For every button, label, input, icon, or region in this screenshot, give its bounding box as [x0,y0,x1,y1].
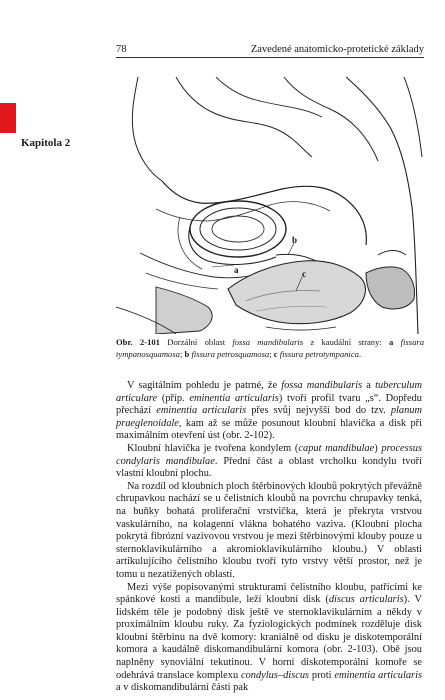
running-header [116,44,424,58]
figure-label-b: b [292,235,298,245]
anatomical-drawing [116,77,424,334]
body-text [116,380,422,695]
paragraph-4: Mezi výše popisovanými strukturami čelistního kloubu, patřícími ke spánkové kosti a mandibule, leží kloubní disk (discus articularis). V lidském těle je podobný disk ještě ve sternoklavikulárním a někdy v proximálním kloubu ruky. Za fyziologických podmínek rozděluje disk kloubní štěrbinu na dvě komory: kraniálně od disku je diskotemporální komora a kaudálně diskomandibulární komora (obr. 2-103). Obě jsou naplněny synoviální tekutinou. V horní diskotemporální komoře se odehrává translace komplexu condylus–discus proti eminentia articularis a v diskomandibulární části pak [116,581,422,694]
figure-label-c: c [302,269,306,279]
page-number: 78 [116,44,127,55]
chapter-marker-bar [0,103,16,133]
figure-label-a: a [234,265,239,275]
paragraph-3: Na rozdíl od kloubních ploch štěrbinových kloubů pokrytých převážně chrupavkou nachází se u čelistních kloubů na povrchu chrupavky tenká, na buňky bohatá proliferační vrstvička, která je překryta vrstvou vaskulárního, na kolagenní vlákna bohatého vaziva. (Kloubní plocha pokrytá fibrózní vazivovou vrstvou je mezi štěrbinovými klouby pouze u sternoklavikulárního a akromioklavikulárního kloubu.) V oblasti artikulujícího čelistního kloubu tvoří tyto vrstvy větší prostor, než je tomu u nezatížených oblastí. [116,480,422,580]
paragraph-2: Kloubní hlavička je tvořena kondylem (caput mandibulae) processus condylaris mandibulae. Přední část a oblast vrcholku kondylu tvoří vlastní kloubní plochu. [116,442,422,480]
figure-illustration [116,77,424,334]
paragraph-1: V sagitálním pohledu je patrné, že fossa mandibularis a tuberculum articulare (příp. eminentia articularis) tvoří profil tvaru „s“. Dopředu přechází eminentia articularis přes svůj nejvyšší bod do tzv. planum praeglenoidale, kam až se může posunout kloubní hlavička a disk při maximálním otevření úst (obr. 2-102). [116,380,423,442]
running-title: Zavedené anatomicko-protetické základy [250,44,424,55]
caption-number: Obr. 2-101 [116,337,160,347]
figure-caption: Obr. 2-101 Dorzální oblast fossa mandibularis z kaudální strany: a fissura tympanosquamosa; b fissura petrosquamosa; c fissura petrotympanica. [116,337,425,359]
chapter-label: Kapitola 2 [21,137,71,149]
